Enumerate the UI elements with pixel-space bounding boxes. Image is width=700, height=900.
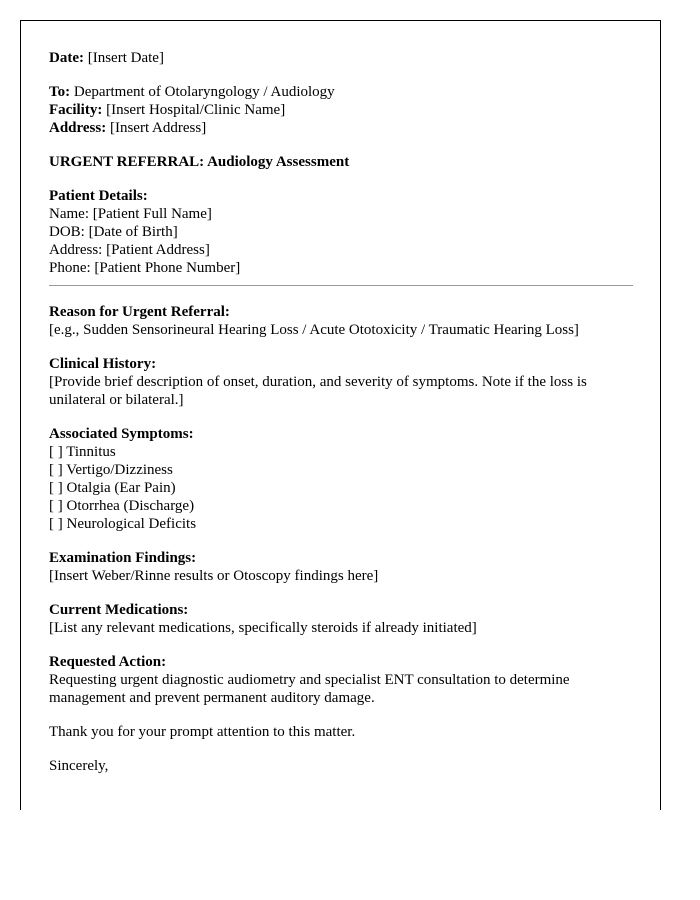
date-value: [Insert Date]: [87, 50, 164, 66]
letter-content: [49, 49, 634, 791]
symptom-item-otorrhea: [ ] Otorrhea (Discharge): [49, 498, 195, 514]
history-text-line-1: [Provide brief description of onset, duration, and severity of symptoms. Note if the loss is: [49, 374, 587, 390]
to-line: [49, 83, 634, 101]
subject-block: [49, 153, 634, 171]
action-text-line-2: management and prevent permanent auditory damage.: [49, 690, 375, 706]
patient-phone: Phone: [Patient Phone Number]: [49, 260, 241, 276]
address-line: [49, 119, 634, 137]
patient-heading: Patient Details:: [49, 188, 148, 204]
to-label: To:: [49, 84, 71, 100]
date-line: [49, 49, 634, 67]
symptom-item-tinnitus: [ ] Tinnitus: [49, 444, 116, 460]
action-text-line-1: Requesting urgent diagnostic audiometry and specialist ENT consultation to determine: [49, 672, 570, 688]
symptom-item-vertigo: [ ] Vertigo/Dizziness: [49, 462, 173, 478]
patient-details: [49, 187, 634, 277]
patient-address: Address: [Patient Address]: [49, 242, 210, 258]
letter-page: [20, 20, 661, 810]
action-section: [49, 653, 634, 707]
history-section: [49, 355, 634, 409]
address-label: Address:: [49, 120, 107, 136]
meds-heading: Current Medications:: [49, 602, 189, 618]
signoff-text: Sincerely,: [49, 758, 109, 774]
to-value: Department of Otolaryngology / Audiology: [73, 84, 335, 100]
reason-heading: Reason for Urgent Referral:: [49, 304, 230, 320]
patient-dob: DOB: [Date of Birth]: [49, 224, 178, 240]
symptoms-section: [49, 425, 634, 533]
signoff-block: [49, 757, 634, 775]
date-block: [49, 49, 634, 67]
date-label: Date:: [49, 50, 84, 66]
patient-name: Name: [Patient Full Name]: [49, 206, 212, 222]
thanks-text: Thank you for your prompt attention to this matter.: [49, 724, 356, 740]
meds-text: [List any relevant medications, specifically steroids if already initiated]: [49, 620, 477, 636]
symptoms-heading: Associated Symptoms:: [49, 426, 194, 442]
exam-text: [Insert Weber/Rinne results or Otoscopy findings here]: [49, 568, 379, 584]
address-value: [Insert Address]: [109, 120, 207, 136]
facility-label: Facility:: [49, 102, 103, 118]
action-heading: Requested Action:: [49, 654, 167, 670]
exam-section: [49, 549, 634, 585]
facility-line: [49, 101, 634, 119]
recipient-block: [49, 83, 634, 137]
symptom-item-otalgia: [ ] Otalgia (Ear Pain): [49, 480, 176, 496]
exam-heading: Examination Findings:: [49, 550, 197, 566]
reason-text: [e.g., Sudden Sensorineural Hearing Loss / Acute Ototoxicity / Traumatic Hearing Loss]: [49, 322, 579, 338]
reason-section: [49, 303, 634, 339]
section-divider: [49, 285, 633, 286]
subject-line: URGENT REFERRAL: Audiology Assessment: [49, 154, 350, 170]
meds-section: [49, 601, 634, 637]
history-text-line-2: unilateral or bilateral.]: [49, 392, 184, 408]
thanks-block: [49, 723, 634, 741]
symptom-item-neurological: [ ] Neurological Deficits: [49, 516, 197, 532]
facility-value: [Insert Hospital/Clinic Name]: [106, 102, 286, 118]
history-heading: Clinical History:: [49, 356, 157, 372]
